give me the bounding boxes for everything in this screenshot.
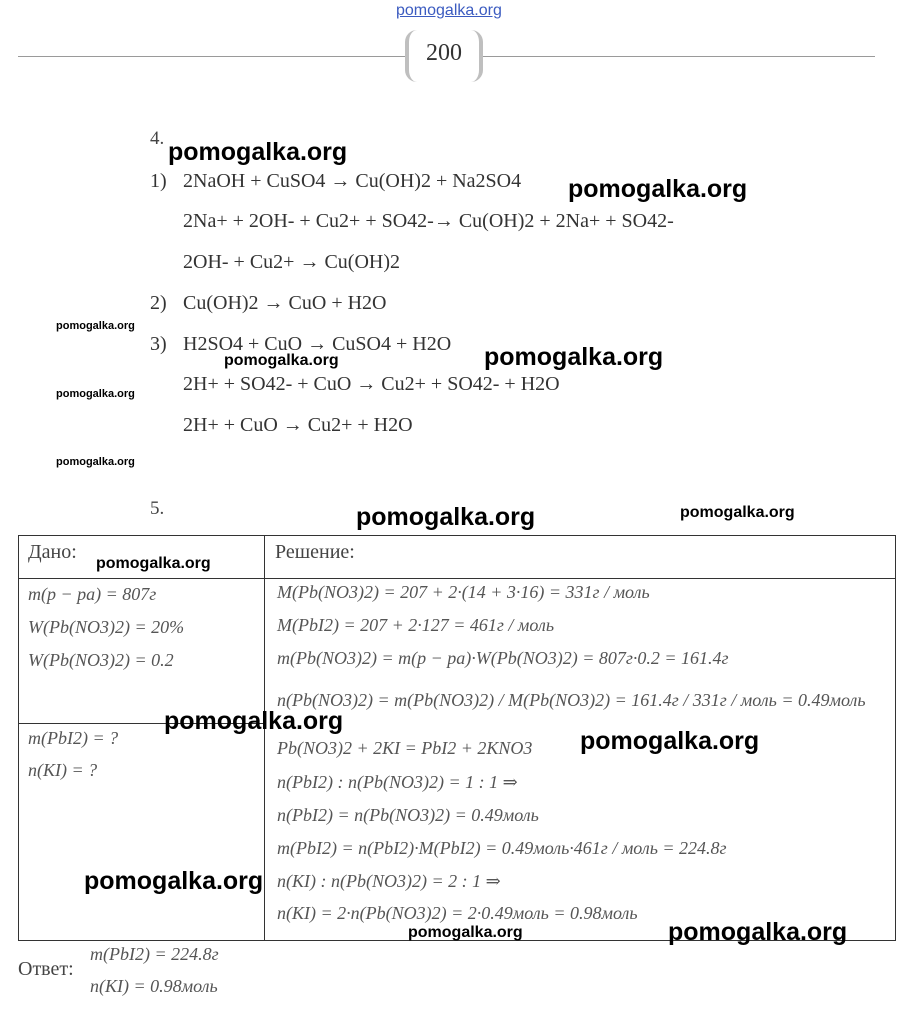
task4-eq3: H2SO4 + CuO → CuSO4 + H2O — [183, 333, 452, 355]
solution-line-5: Pb(NO3)2 + 2KI = PbI2 + 2KNO3 — [277, 738, 533, 758]
watermark-2[interactable]: pomogalka.org — [568, 175, 748, 203]
solution-line-2: M(PbI2) = 207 + 2·127 = 461г / моль — [277, 615, 555, 635]
task4-eq2: Cu(OH)2 → CuO + H2O — [183, 292, 387, 314]
watermark-7[interactable]: pomogalka.org — [56, 456, 135, 468]
answer-line-2: n(KI) = 0.98моль — [90, 976, 218, 996]
task4-eq3-ionic: 2H+ + SO42- + CuO → Cu2+ + SO42- + H2O — [183, 373, 560, 395]
watermark-15[interactable]: pomogalka.org — [668, 918, 848, 946]
solution-line-3: m(Pb(NO3)2) = m(p − pa)·W(Pb(NO3)2) = 807г·0.2 = 161.4г — [277, 648, 729, 668]
solution-line-7: n(PbI2) = n(Pb(NO3)2) = 0.49моль — [277, 805, 539, 825]
watermark-8[interactable]: pomogalka.org — [356, 503, 536, 531]
header-rule-right — [483, 56, 875, 57]
task4-item3-number: 3) — [150, 333, 167, 355]
watermark-3[interactable]: pomogalka.org — [56, 320, 135, 332]
watermark-top[interactable]: pomogalka.org — [396, 2, 502, 19]
given-line-2: W(Pb(NO3)2) = 20% — [28, 617, 185, 637]
solution-line-1: M(Pb(NO3)2) = 207 + 2·(14 + 3·16) = 331г / моль — [277, 582, 650, 602]
watermark-14[interactable]: pomogalka.org — [408, 924, 523, 941]
watermark-13[interactable]: pomogalka.org — [84, 867, 264, 895]
table-column-divider — [264, 535, 265, 941]
watermark-10[interactable]: pomogalka.org — [96, 555, 211, 572]
solution-line-9: n(KI) : n(Pb(NO3)2) = 2 : 1 ⇒ — [277, 871, 501, 891]
watermark-9[interactable]: pomogalka.org — [680, 504, 795, 521]
watermark-1[interactable]: pomogalka.org — [168, 138, 348, 166]
answer-line-1: m(PbI2) = 224.8г — [90, 944, 219, 964]
solution-header: Решение: — [275, 541, 355, 563]
watermark-12[interactable]: pomogalka.org — [580, 727, 760, 755]
watermark-4[interactable]: pomogalka.org — [224, 352, 339, 369]
task4-eq3-short: 2H+ + CuO → Cu2+ + H2O — [183, 414, 413, 436]
solution-line-8: m(PbI2) = n(PbI2)·M(PbI2) = 0.49моль·461г / моль = 224.8г — [277, 838, 727, 858]
answer-label: Ответ: — [18, 958, 74, 980]
given-line-3: W(Pb(NO3)2) = 0.2 — [28, 650, 174, 670]
task4-eq1-short: 2OH- + Cu2+ → Cu(OH)2 — [183, 251, 400, 273]
task4-eq1-ionic: 2Na+ + 2OH- + Cu2+ + SO42-→ Cu(OH)2 + 2Na+ + SO42- — [183, 210, 674, 232]
watermark-6[interactable]: pomogalka.org — [56, 388, 135, 400]
page-number: 200 — [405, 30, 483, 82]
solution-line-4: n(Pb(NO3)2) = m(Pb(NO3)2) / M(Pb(NO3)2) = 161.4г / 331г / моль = 0.49моль — [277, 690, 866, 710]
task5-number: 5. — [150, 498, 165, 519]
find-line-1: m(PbI2) = ? — [28, 728, 119, 748]
watermark-11[interactable]: pomogalka.org — [164, 707, 344, 735]
table-header-divider — [18, 578, 896, 579]
task4-item2-number: 2) — [150, 292, 167, 314]
solution-line-10: n(KI) = 2·n(Pb(NO3)2) = 2·0.49моль = 0.98моль — [277, 903, 638, 923]
task4-number: 4. — [150, 128, 165, 149]
watermark-5[interactable]: pomogalka.org — [484, 343, 664, 371]
task4-eq1: 2NaOH + CuSO4 → Cu(OH)2 + Na2SO4 — [183, 170, 522, 192]
find-line-2: n(KI) = ? — [28, 760, 98, 780]
solution-line-6: n(PbI2) : n(Pb(NO3)2) = 1 : 1 ⇒ — [277, 772, 518, 792]
task4-item1-number: 1) — [150, 170, 167, 192]
given-line-1: m(p − pa) = 807г — [28, 584, 157, 604]
given-header: Дано: — [28, 541, 77, 563]
header-rule-left — [18, 56, 405, 57]
